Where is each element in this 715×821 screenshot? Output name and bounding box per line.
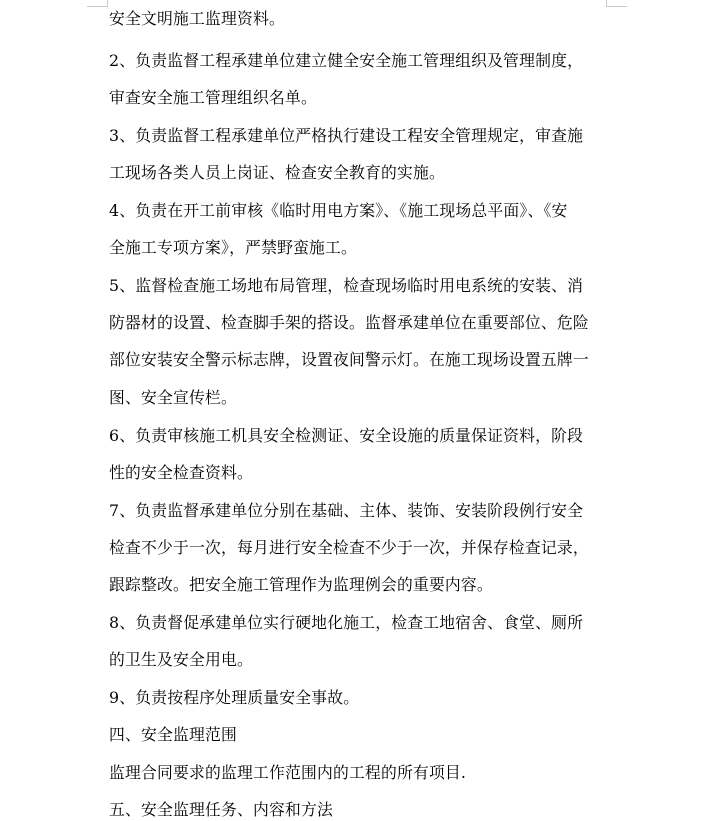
text-line: 安全文明施工监理资料。 (109, 9, 285, 28)
text-line: 审查安全施工管理组织名单。 (109, 88, 317, 107)
text-line: 9、负责按程序处理质量安全事故。 (109, 688, 360, 707)
text-line: 2、负责监督工程承建单位建立健全安全施工管理组织及管理制度， (109, 51, 584, 70)
crop-mark-top-right (606, 0, 627, 7)
text-line: 8、负责督促承建单位实行硬地化施工，检查工地宿舍、食堂、厕所 (109, 613, 584, 632)
text-line: 部位安装安全警示标志牌，设置夜间警示灯。在施工现场设置五牌一 (109, 350, 589, 369)
text-line: 监理合同要求的监理工作范围内的工程的所有项目. (109, 763, 467, 782)
text-line: 7、负责监督承建单位分别在基础、主体、装饰、安装阶段例行安全 (109, 501, 584, 520)
text-line: 4、负责在开工前审核《临时用电方案》、《施工现场总平面》、《安 (109, 201, 568, 220)
text-line: 3、负责监督工程承建单位严格执行建设工程安全管理规定，审查施 (109, 126, 584, 145)
text-line: 检查不少于一次，每月进行安全检查不少于一次，并保存检查记录， (109, 538, 589, 557)
text-line: 全施工专项方案》，严禁野蛮施工。 (109, 238, 358, 257)
section-heading: 四、安全监理范围 (109, 725, 237, 744)
section-heading: 五、安全监理任务、内容和方法 (109, 800, 333, 819)
text-line: 跟踪整改。把安全施工管理作为监理例会的重要内容。 (109, 575, 493, 594)
text-line: 工现场各类人员上岗证、检查安全教育的实施。 (109, 163, 445, 182)
text-line: 图、安全宣传栏。 (109, 388, 237, 407)
text-line: 6、负责审核施工机具安全检测证、安全设施的质量保证资料，阶段 (109, 426, 584, 445)
text-line: 5、监督检查施工场地布局管理，检查现场临时用电系统的安装、消 (109, 276, 584, 295)
text-line: 的卫生及安全用电。 (109, 650, 253, 669)
text-line: 性的安全检查资料。 (109, 463, 253, 482)
text-line: 防器材的设置、检查脚手架的搭设。监督承建单位在重要部位、危险 (109, 313, 589, 332)
crop-mark-top-left (87, 0, 108, 7)
